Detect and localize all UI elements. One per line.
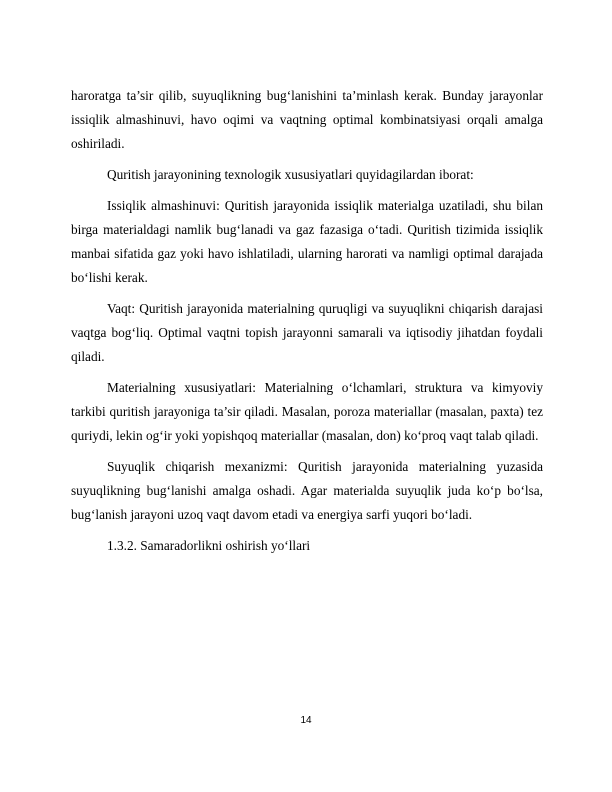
body-text — [71, 84, 543, 558]
paragraph-material-properties: Materialning xususiyatlari: Materialning o‘lchamlari, struktura va kimyoviy tarkibi quritish jarayoniga ta’sir qiladi. Masalan, poroza materiallar (masalan, paxta) tez quriydi, lekin og‘ir yoki yopishqoq materiallar (masalan, don) ko‘proq vaqt talab qiladi. — [71, 380, 543, 443]
paragraph-time: Vaqt: Quritish jarayonida materialning quruqligi va suyuqlikni chiqarish darajasi vaqtga bog‘liq. Optimal vaqtni topish jarayonni samarali va iqtisodiy jihatdan foydali qiladi. — [71, 301, 543, 364]
paragraph-intro: Quritish jarayonining texnologik xususiyatlari quyidagilardan iborat: — [107, 167, 474, 182]
page-number: 14 — [300, 715, 312, 726]
paragraph-heat-exchange: Issiqlik almashinuvi: Quritish jarayonida issiqlik materialga uzatiladi, shu bilan birga materialdagi namlik bug‘lanadi va gaz fazasiga o‘tadi. Quritish tizimida issiqlik manbai sifatida gaz yoki havo ishlatiladi, ularning harorati va namligi optimal darajada bo‘lishi kerak. — [71, 198, 543, 285]
section-heading: 1.3.2. Samaradorlikni oshirish yo‘llari — [107, 538, 311, 553]
paragraph-continuation: haroratga ta’sir qilib, suyuqlikning bug‘lanishini ta’minlash kerak. Bunday jarayonlar issiqlik almashinuvi, havo oqimi va vaqtning optimal kombinatsiyasi orqali amalga oshiriladi. — [71, 88, 543, 151]
paragraph-liquid-removal: Suyuqlik chiqarish mexanizmi: Quritish jarayonida materialning yuzasida suyuqlikning bug‘lanishi amalga oshadi. Agar materialda suyuqlik juda ko‘p bo‘lsa, bug‘lanish jarayoni uzoq vaqt davom etadi va energiya sarfi yuqori bo‘ladi. — [71, 459, 543, 522]
